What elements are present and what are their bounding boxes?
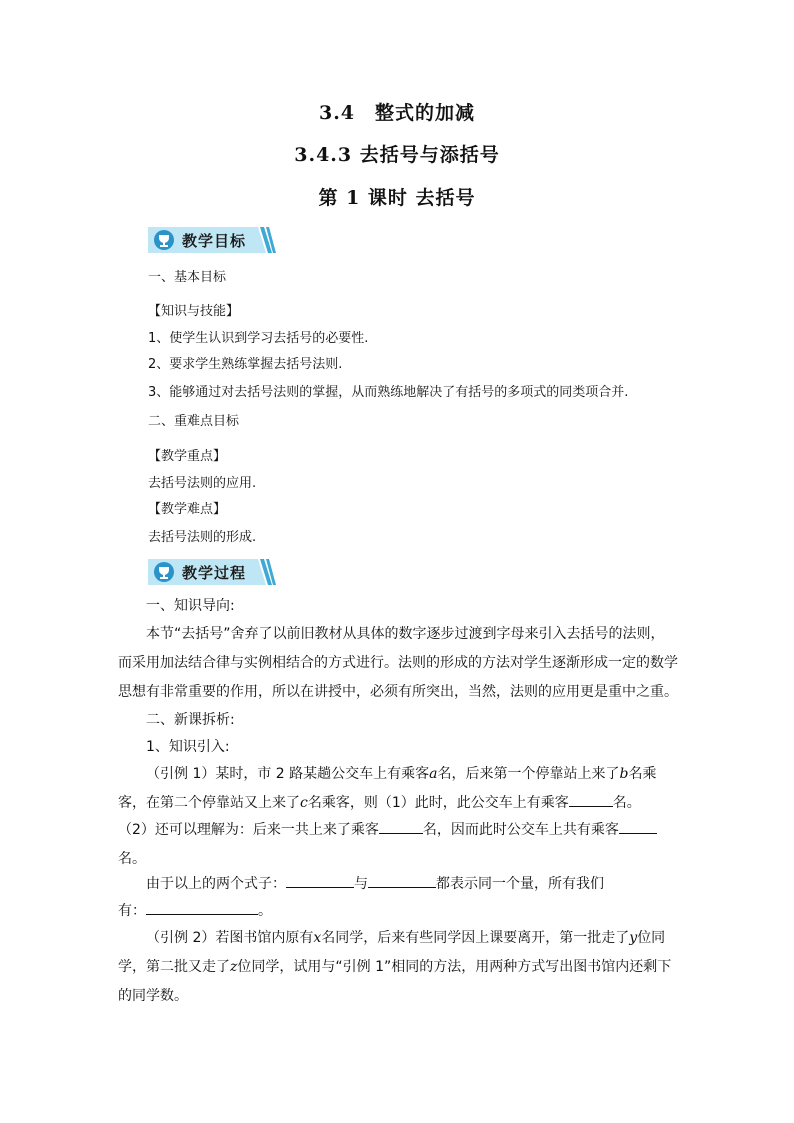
example-1-text: 名，后来第一个停靠站上来了 (437, 766, 620, 782)
since-line (118, 870, 706, 899)
goals-banner-label: 教学目标 (182, 232, 247, 250)
answer-blank[interactable] (368, 873, 436, 888)
knowledge-item-1: 1、使学生认识到学习去括号的必要性. (148, 331, 369, 346)
have-text: 。 (258, 903, 272, 919)
answer-blank[interactable] (379, 819, 423, 834)
answer-blank[interactable] (569, 792, 613, 807)
difficulty-heading: 【教学难点】 (148, 502, 227, 517)
question-2-text: （2）还可以理解为：后来一共上来了乘客 (118, 822, 379, 838)
variable-x: x (313, 930, 322, 946)
answer-blank[interactable] (286, 873, 354, 888)
example-2-text: 名同学，后来有些同学因上课要离开，第一批走了 (321, 930, 630, 946)
since-text: 都表示同一个量，所有我们 (436, 876, 604, 892)
subsection-title: 3.4.3 去括号与添括号 (294, 144, 500, 166)
focus-heading: 【教学重点】 (148, 449, 227, 464)
answer-blank[interactable] (146, 900, 258, 915)
answer-blank[interactable] (619, 819, 657, 834)
example-2-text: 位同学，试用与“引例 1”相同的方法，用两种方式写出图书馆内还剩下的同学数。 (118, 959, 672, 1004)
example-2-paragraph (118, 924, 678, 1011)
since-text: 与 (354, 876, 368, 892)
knowledge-heading: 【知识与技能】 (148, 304, 240, 319)
variable-b: b (619, 766, 629, 782)
knowledge-item-2: 2、要求学生熟练掌握去括号法则. (148, 357, 343, 372)
intro-heading: 一、知识导向: (146, 598, 235, 614)
example-1-text: 名乘客，在第二个停靠站又上来了 (118, 766, 657, 811)
goals-banner (148, 227, 276, 253)
trophy-icon (159, 235, 169, 247)
example-2-text: 位同学，第二批又走了 (118, 930, 666, 975)
variable-a: a (429, 766, 438, 782)
lesson-title: 第 1 课时 去括号 (318, 187, 476, 209)
example-2-text: （引例 2）若图书馆内原有 (146, 930, 314, 946)
have-text: 有： (118, 903, 146, 919)
process-banner-label: 教学过程 (182, 564, 247, 582)
question-2-text: 名，因而此时公交车上共有乘客 (422, 822, 619, 838)
variable-z: z (230, 959, 238, 975)
have-line (118, 897, 678, 926)
key-goals-heading: 二、重难点目标 (148, 414, 240, 429)
focus-text: 去括号法则的应用. (148, 476, 257, 491)
knowledge-intro-heading: 1、知识引入: (146, 739, 230, 755)
example-1-text: 名。 (612, 795, 641, 811)
trophy-icon (159, 567, 169, 579)
question-2-text: 名。 (118, 851, 146, 867)
process-banner (148, 559, 276, 585)
example-1-paragraph (118, 760, 678, 818)
knowledge-item-3: 3、能够通过对去括号法则的掌握，从而熟练地解决了有括号的多项式的同类项合并. (148, 385, 629, 400)
intro-paragraph: 本节“去括号”舍弃了以前旧教材从具体的数字逐步过渡到字母来引入去括号的法则，而采用加法结合律与实例相结合的方式进行。法则的形成的方法对学生逐渐形成一定的数学思想有非常重要的作用，所以在讲授中，必须有所突出，当然，法则的应用更是重中之重。 (118, 626, 678, 700)
difficulty-text: 去括号法则的形成. (148, 530, 257, 545)
new-lesson-heading: 二、新课拆析: (146, 712, 235, 728)
variable-c: c (300, 795, 308, 811)
example-1-text: （引例 1）某时，市 2 路某趟公交车上有乘客 (146, 766, 430, 782)
section-title: 3.4 整式的加减 (318, 102, 476, 124)
since-text: 由于以上的两个式子： (146, 876, 286, 892)
example-1-question-2 (118, 816, 678, 874)
basic-goals-heading: 一、基本目标 (148, 270, 227, 285)
example-1-text: 名乘客，则（1）此时，此公交车上有乘客 (307, 795, 569, 811)
variable-y: y (629, 930, 638, 946)
